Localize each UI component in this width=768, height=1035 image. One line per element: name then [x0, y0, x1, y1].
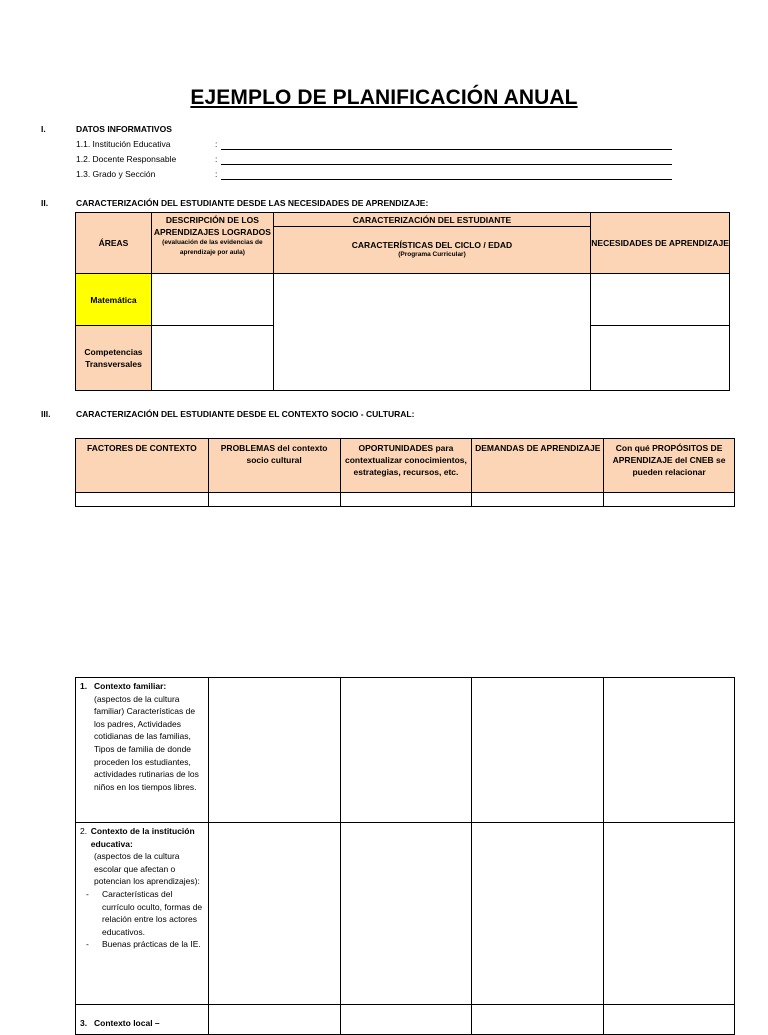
context-item-number: 2. — [80, 826, 88, 836]
needs-table — [75, 212, 730, 391]
section-1-number: I. — [41, 124, 46, 134]
empty-cell[interactable] — [340, 493, 472, 507]
context-bullet-text: Características del currículo oculto, formas de relación entre los actores educativos. — [102, 888, 203, 937]
context-item-institucion — [76, 823, 209, 1005]
header-descripcion-note: (evaluación de las evidencias de aprendizaje por aula) — [162, 239, 263, 256]
info-colon: : — [215, 154, 218, 164]
empty-cell[interactable] — [604, 493, 735, 507]
empty-cell[interactable] — [472, 1005, 604, 1035]
header-necesidades: NECESIDADES DE APRENDIZAJE — [591, 213, 730, 274]
context-item-heading: Contexto local – — [94, 1018, 160, 1028]
header-oportunidades: OPORTUNIDADES para contextualizar conocimientos, estrategias, recursos, etc. — [340, 439, 472, 493]
context-item-familiar — [76, 678, 209, 823]
empty-cell[interactable] — [340, 823, 472, 1005]
header-descripcion-text: DESCRIPCIÓN DE LOS APRENDIZAJES LOGRADOS — [153, 215, 271, 237]
context-item-local — [76, 1005, 209, 1035]
area-competencias: Competencias Transversales — [76, 326, 152, 391]
caracteristicas-cell[interactable] — [273, 274, 590, 391]
context-factors-table — [75, 677, 735, 1035]
empty-cell[interactable] — [472, 678, 604, 823]
necesidades-cell[interactable] — [591, 326, 730, 391]
info-field-docente[interactable] — [221, 164, 672, 165]
info-colon: : — [215, 139, 218, 149]
empty-cell[interactable] — [604, 678, 735, 823]
header-problemas: PROBLEMAS del contexto socio cultural — [208, 439, 340, 493]
header-descripcion — [151, 213, 273, 274]
context-item-heading: Contexto familiar: — [94, 681, 167, 691]
descripcion-cell[interactable] — [151, 326, 273, 391]
section-2-number: II. — [41, 198, 49, 208]
header-demandas: DEMANDAS DE APRENDIZAJE — [472, 439, 604, 493]
page-title: EJEMPLO DE PLANIFICACIÓN ANUAL — [190, 86, 578, 109]
context-bullet: - Características del currículo oculto, formas de relación entre los actores educativos. — [80, 888, 205, 938]
context-item-heading: Contexto de la institución educativa: — [90, 826, 195, 849]
necesidades-cell[interactable] — [591, 274, 730, 326]
info-label-grado: 1.3. Grado y Sección — [76, 169, 156, 179]
header-areas: ÁREAS — [76, 213, 152, 274]
empty-cell[interactable] — [76, 493, 209, 507]
context-bullet: - Buenas prácticas de la IE. — [80, 938, 205, 951]
empty-cell[interactable] — [208, 678, 340, 823]
section-3-number: III. — [41, 409, 51, 419]
context-item-text: (aspectos de la cultura escolar que afectan o potencian los aprendizajes): — [94, 851, 200, 887]
empty-cell[interactable] — [472, 493, 604, 507]
empty-cell[interactable] — [208, 493, 340, 507]
section-3-title: CARACTERIZACIÓN DEL ESTUDIANTE DESDE EL CONTEXTO SOCIO - CULTURAL: — [76, 409, 415, 419]
context-item-number: 1. — [80, 681, 88, 691]
empty-cell[interactable] — [604, 1005, 735, 1035]
section-2-title: CARACTERIZACIÓN DEL ESTUDIANTE DESDE LAS NECESIDADES DE APRENDIZAJE: — [76, 198, 429, 208]
header-caracteristicas-text: CARACTERÍSTICAS DEL CICLO / EDAD — [351, 240, 513, 250]
info-field-institucion[interactable] — [221, 149, 672, 150]
empty-cell[interactable] — [208, 823, 340, 1005]
header-propositos: Con qué PROPÓSITOS DE APRENDIZAJE del CNEB se pueden relacionar — [604, 439, 735, 493]
header-factores: FACTORES DE CONTEXTO — [76, 439, 209, 493]
context-bullet-text: Buenas prácticas de la IE. — [102, 939, 201, 950]
section-1-title: DATOS INFORMATIVOS — [76, 124, 172, 134]
area-matematica: Matemática — [76, 274, 152, 326]
info-colon: : — [215, 169, 218, 179]
empty-cell[interactable] — [208, 1005, 340, 1035]
info-field-grado[interactable] — [221, 179, 672, 180]
info-label-institucion: 1.1. Institución Educativa — [76, 139, 171, 149]
header-caracteristicas — [273, 227, 590, 274]
header-caracterizacion: CARACTERIZACIÓN DEL ESTUDIANTE — [273, 213, 590, 227]
info-label-docente: 1.2. Docente Responsable — [76, 154, 177, 164]
empty-cell[interactable] — [340, 678, 472, 823]
empty-cell[interactable] — [340, 1005, 472, 1035]
header-caracteristicas-note: (Programa Curricular) — [398, 251, 466, 258]
empty-cell[interactable] — [604, 823, 735, 1005]
context-item-text: (aspectos de la cultura familiar) Características de los padres, Actividades cotidianas de las familias, Tipos de familia de donde proceden los estudiantes, actividades rutinarias de los niños en los tiempos libres. — [94, 693, 199, 792]
context-item-number: 3. — [80, 1018, 88, 1028]
descripcion-cell[interactable] — [151, 274, 273, 326]
context-header-table — [75, 438, 735, 507]
empty-cell[interactable] — [472, 823, 604, 1005]
